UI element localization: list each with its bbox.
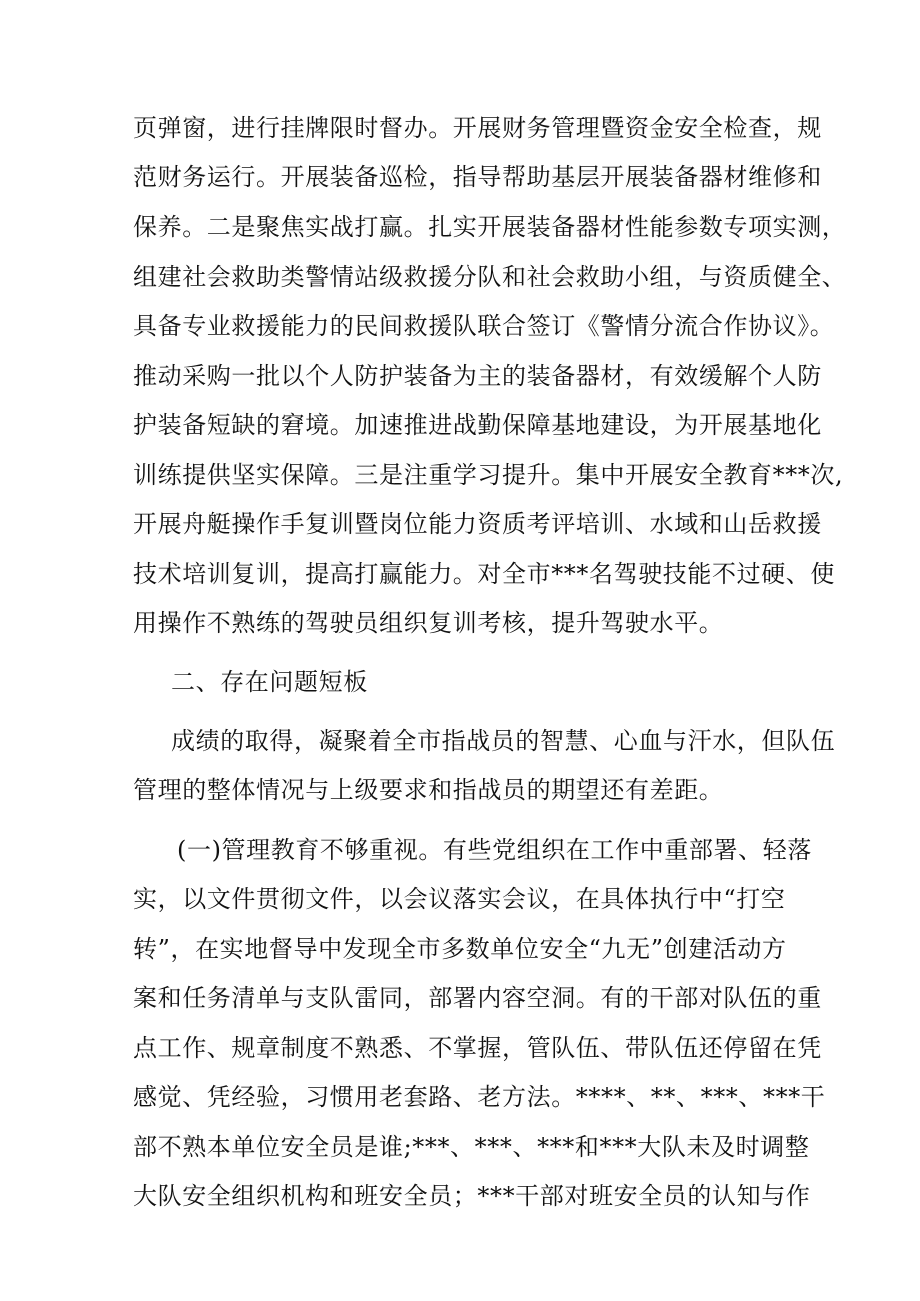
section-heading: 二、存在问题短板	[171, 668, 368, 696]
body-text-line: 组建社会救助类警情站级救援分队和社会救助小组，与资质健全、	[133, 263, 847, 291]
body-text-line: 案和任务清单与支队雷同，部署内容空洞。有的干部对队伍的重	[133, 984, 822, 1012]
body-text-line: 管理的整体情况与上级要求和指战员的期望还有差距。	[133, 776, 724, 804]
body-text-line: 部不熟本单位安全员是谁;***、***、***和***大队未及时调整	[133, 1133, 810, 1161]
body-text-line: 推动采购一批以个人防护装备为主的装备器材，有效缓解个人防	[133, 362, 822, 390]
body-text-line: 开展舟艇操作手复训暨岗位能力资质考评培训、水域和山岳救援	[133, 510, 822, 538]
body-text-line: 页弹窗，进行挂牌限时督办。开展财务管理暨资金安全检查，规	[133, 114, 822, 142]
body-text-line: 训练提供坚实保障。三是注重学习提升。集中开展安全教育***次,	[133, 461, 844, 489]
body-text-line: 护装备短缺的窘境。加速推进战勤保障基地建设，为开展基地化	[133, 411, 822, 439]
body-text-line: 具备专业救援能力的民间救援队联合签订《警情分流合作协议》。	[133, 312, 835, 340]
body-text-line: 大队安全组织机构和班安全员；***干部对班安全员的认知与作	[133, 1182, 811, 1210]
body-text-line: 技术培训复训，提高打赢能力。对全市***名驾驶技能不过硬、使	[133, 560, 835, 588]
body-text-line: 实，以文件贯彻文件，以会议落实会议，在具体执行中“打空	[133, 885, 786, 913]
body-text-line: 范财务运行。开展装备巡检，指导帮助基层开展装备器材维修和	[133, 163, 822, 191]
body-text-line: 保养。二是聚焦实战打赢。扎实开展装备器材性能参数专项实测，	[133, 213, 847, 241]
body-text-line: 转”，在实地督导中发现全市多数单位安全“九无”创建活动方	[133, 935, 787, 963]
body-text-line: 点工作、规章制度不熟悉、不掌握，管队伍、带队伍还停留在凭	[133, 1034, 822, 1062]
body-text-line: 用操作不熟练的驾驶员组织复训考核，提升驾驶水平。	[133, 609, 724, 637]
body-text-line: 感觉、凭经验，习惯用老套路、老方法。****、**、***、***干	[133, 1083, 826, 1111]
body-text-line: 成绩的取得，凝聚着全市指战员的智慧、心血与汗水，但队伍	[171, 727, 836, 755]
subsection-text-line: (一)管理教育不够重视。有些党组织在工作中重部署、轻落	[177, 836, 812, 864]
